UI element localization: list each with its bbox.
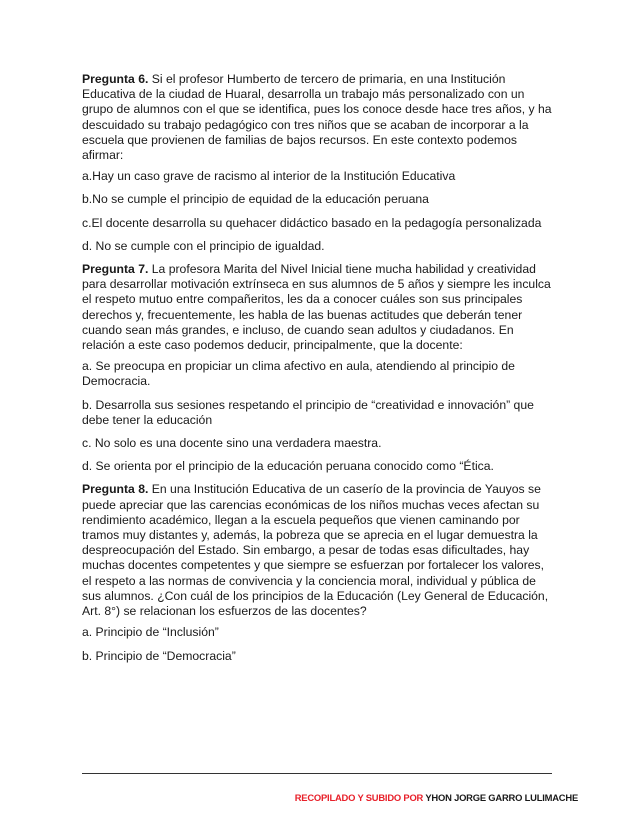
- question-6-label: Pregunta 6.: [82, 72, 149, 86]
- question-6-option-c: c.El docente desarrolla su quehacer didáctico basado en la pedagogía personalizada: [82, 215, 542, 230]
- question-8-option-a: a. Principio de “Inclusión”: [82, 625, 219, 640]
- question-6-text: Si el profesor Humberto de tercero de primaria, en una Institución Educativa de la ciudad de Huaral, desarrolla un trabajo más personalizado con un grupo de alumnos con el que se identifica, pues los conoce desde hace tres años, y ha descuidado su trabajo pedagógico con tres niños que se acaban de incorporar a la escuela que provienen de familias de bajos recursos. En este contexto podemos afirmar:: [82, 72, 552, 163]
- question-block-6: [82, 72, 552, 254]
- footer-divider: [82, 773, 552, 774]
- question-7-option-c: c. No solo es una docente sino una verdadera maestra.: [82, 436, 382, 451]
- question-6-option-a: a.Hay un caso grave de racismo al interior de la Institución Educativa: [82, 169, 456, 184]
- question-6-option-b: b.No se cumple el principio de equidad de la educación peruana: [82, 192, 429, 207]
- question-7-text: La profesora Marita del Nivel Inicial tiene mucha habilidad y creatividad para desarrollar motivación extrínseca en sus alumnos de 5 años y siempre les inculca el respeto mutuo entre compañeritos, les da a conocer cuáles son sus principales derechos y, frecuentemente, les habla de las buenas actitudes que deberán tener cuando sean más grandes, e incluso, de cuando sean adultos y ciudadanos. En relación a este caso podemos deducir, principalmente, que la docente:: [82, 262, 551, 353]
- footer-credit-prefix: RECOPILADO Y SUBIDO POR: [294, 792, 424, 803]
- question-8-option-b: b. Principio de “Democracia”: [82, 648, 236, 663]
- question-7-option-b: b. Desarrolla sus sesiones respetando el principio de “creatividad e innovación” que debe tener la educación: [82, 397, 534, 427]
- question-7-label: Pregunta 7.: [82, 262, 149, 277]
- question-6-option-d: d. No se cumple con el principio de igualdad.: [82, 238, 325, 253]
- question-6: [82, 72, 552, 163]
- question-7-option-a: a. Se preocupa en propiciar un clima afectivo en aula, atendiendo al principio de Democracia.: [82, 359, 515, 389]
- footer-credit: [295, 792, 578, 803]
- question-8: [82, 482, 552, 619]
- question-7: [82, 262, 552, 353]
- question-block-7: [82, 262, 552, 474]
- footer-credit-author: YHON JORGE GARRO LULIMACHE: [425, 792, 578, 803]
- question-8-text: En una Institución Educativa de un caserío de la provincia de Yauyos se puede apreciar que las carencias económicas de los niños muchas veces afectan su rendimiento académico, llegan a la escuela pequeños que vienen caminando por tramos muy distantes y, además, la pobreza que se aprecia en el lugar demuestra la despreocupación del Estado. Sin embargo, a pesar de todas esas dificultades, hay muchas docentes competentes y que siempre se esfuerzan por fortalecer los valores, el respeto a las normas de convivencia y la conciencia moral, individual y pública de sus alumnos. ¿Con cuál de los principios de la Educación (Ley General de Educación, Art. 8°) se relacionan los esfuerzos de las docentes?: [82, 482, 549, 619]
- question-block-8: [82, 482, 552, 663]
- question-7-option-d: d. Se orienta por el principio de la educación peruana conocido como “Ética.: [82, 459, 494, 474]
- question-8-label: Pregunta 8.: [82, 482, 149, 497]
- document-body: [82, 72, 552, 672]
